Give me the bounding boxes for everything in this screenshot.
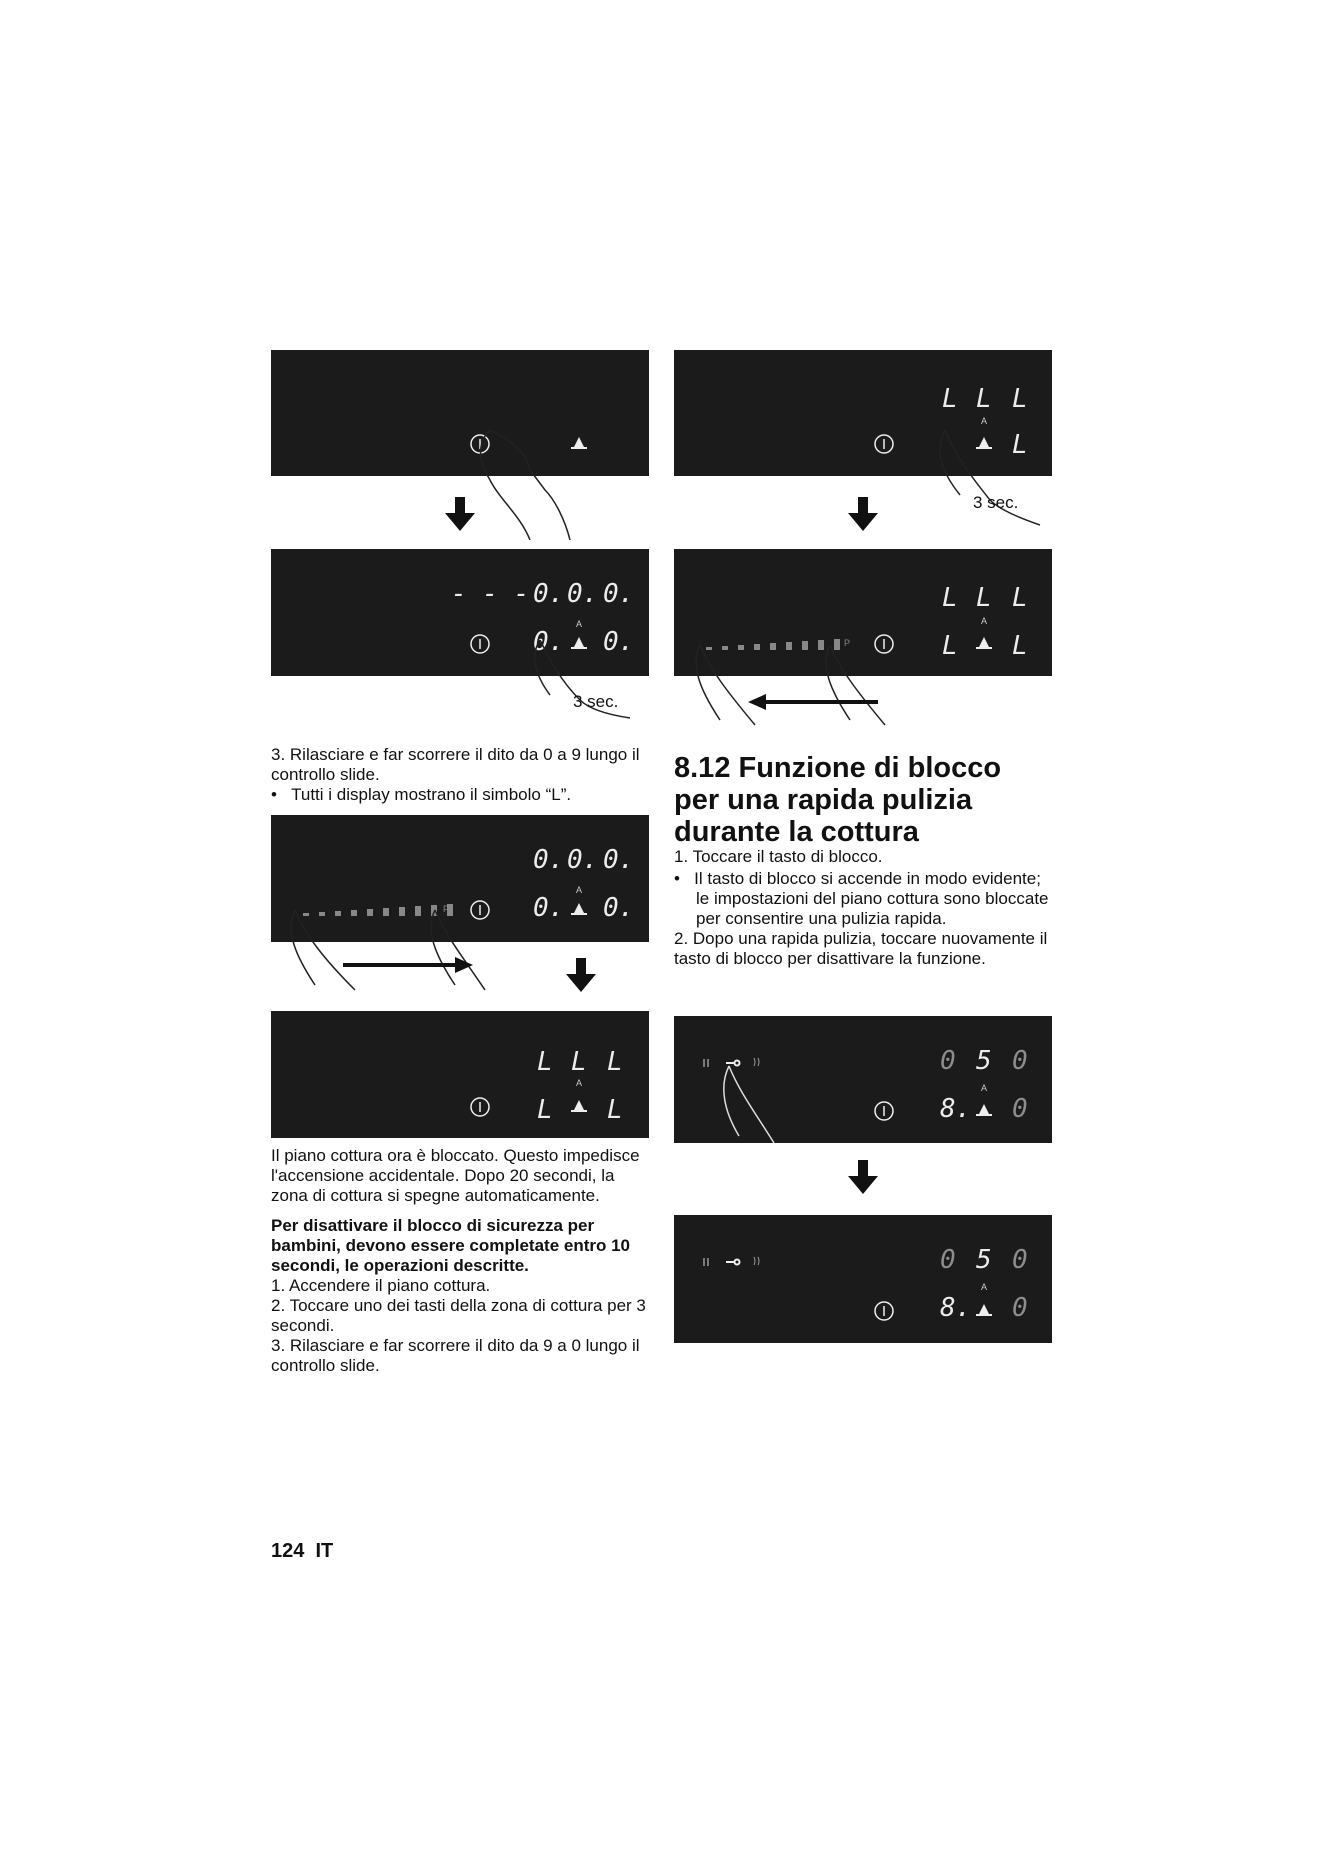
svg-text:A: A (575, 1078, 583, 1088)
display-L: L (537, 1047, 553, 1077)
deactivate-bold: Per disattivare il blocco di sicurezza per bambini, devono essere completate entro 10 secondi, le operazioni descritte. (271, 1216, 631, 1275)
display-L: L (942, 384, 958, 414)
display-dashes: - - - (451, 579, 530, 609)
display-L: L (976, 583, 992, 613)
bullet-display-text: Tutti i display mostrano il simbolo “L”. (291, 785, 572, 804)
page-number: 124 (271, 1540, 305, 1562)
three-sec-label: 3 sec. (573, 692, 619, 711)
display-digit: 0 (1012, 1094, 1028, 1124)
display-L: L (607, 1095, 623, 1125)
svg-text:A: A (980, 1083, 988, 1093)
display-L: L (1012, 384, 1028, 414)
display-L: L (942, 631, 958, 661)
display-L: L (1012, 631, 1028, 661)
arrow-down-icon (848, 1160, 878, 1194)
pause-icon (704, 1059, 708, 1067)
hood-icon (574, 1100, 584, 1110)
deactivate-step-1: 1. Accendere il piano cottura. (271, 1276, 491, 1295)
svg-text:A: A (575, 619, 583, 629)
display-digit: 0 (1012, 1046, 1028, 1076)
display-digit: 5 (976, 1245, 992, 1275)
display-digit: 0 (940, 1046, 956, 1076)
display-L: L (537, 1095, 553, 1125)
display-L: L (571, 1047, 587, 1077)
locked-paragraph: Il piano cottura ora è bloccato. Questo impedisce l'accensione accidentale. Dopo 20 secondi, la zona di cottura si spegne automaticamente. (271, 1146, 640, 1205)
display-digit: 0. (567, 579, 599, 609)
deactivate-step-3: 3. Rilasciare e far scorrere il dito da 9 a 0 lungo il controllo slide. (271, 1336, 640, 1375)
right-steps: 1. Toccare il tasto di blocco. • Il tasto di blocco si accende in modo evidente; le impostazioni del piano cottura sono bloccate per consentire una pulizia rapida. 2. Dopo una rapida pulizia, toccare nuovamente il tasto di blocco per disattivare la funzione. (674, 847, 1056, 969)
display-L: L (607, 1047, 623, 1077)
svg-text:A: A (980, 1282, 988, 1292)
bullet-lock-text: Il tasto di blocco si accende in modo evidente; le impostazioni del piano cottura sono bloccate per consentire una pulizia rapida. (694, 869, 1049, 928)
hand-slide-icon (690, 640, 930, 730)
display-digit: 0. (567, 845, 599, 875)
hob-panel-locked (271, 1011, 649, 1138)
steam-icon (754, 1058, 759, 1066)
left-locked-text (271, 1146, 653, 1376)
display-digit: 0. (603, 627, 635, 657)
panel-graphics (674, 1016, 1052, 1143)
lock-key-icon (726, 1260, 740, 1265)
hob-panel-cooking-locked (674, 1215, 1052, 1343)
hand-touch-icon (470, 430, 580, 540)
display-digit: 0 (940, 1245, 956, 1275)
lock-step-2: 2. Dopo una rapida pulizia, toccare nuovamente il tasto di blocco per disattivare la funzione. (674, 929, 1048, 968)
hood-icon (979, 1104, 989, 1114)
display-digit: 0 (1012, 1293, 1028, 1323)
arrow-down-icon (566, 958, 596, 992)
svg-text:P: P (443, 904, 450, 914)
section-heading: 8.12 Funzione di blocco per una rapida pulizia durante la cottura (674, 752, 1002, 848)
hand-hold-icon (935, 430, 1045, 530)
hood-icon (979, 637, 989, 647)
steam-icon (754, 1257, 759, 1265)
display-digit: 0. (603, 579, 635, 609)
page-lang: IT (315, 1540, 334, 1562)
hand-touch-icon (724, 1066, 774, 1143)
hob-panel-off (271, 350, 649, 476)
arrow-down-icon (848, 497, 878, 531)
display-digit: 0. (603, 893, 635, 923)
arrow-down-icon (445, 497, 475, 531)
svg-text:A: A (980, 616, 988, 626)
hob-panel-cooking (674, 1016, 1052, 1143)
display-digit: 0. (533, 845, 565, 875)
display-digit: 0. (603, 845, 635, 875)
svg-text:P: P (844, 638, 851, 648)
left-step3: 3. Rilasciare e far scorrere il dito da 0 a 9 lungo il controllo slide. • Tutti i display mostrano il simbolo “L”. (271, 745, 640, 804)
hood-icon (574, 903, 584, 913)
display-digit: 0. (533, 579, 565, 609)
display-digit: 8. (940, 1293, 972, 1323)
panel-graphics (271, 1011, 649, 1138)
three-sec-label: 3 sec. (973, 493, 1019, 512)
lock-key-icon (726, 1061, 740, 1066)
display-L: L (1012, 583, 1028, 613)
hand-slide-icon (285, 905, 535, 995)
display-digit: 0. (533, 893, 565, 923)
lock-step-1: 1. Toccare il tasto di blocco. (674, 847, 883, 866)
panel-graphics (271, 350, 649, 476)
display-L: L (976, 384, 992, 414)
display-digit: 5 (976, 1046, 992, 1076)
display-L: L (1012, 430, 1028, 460)
display-digit: 0. (533, 627, 565, 657)
page-footer (271, 1540, 333, 1563)
hood-icon (979, 1304, 989, 1314)
panel-graphics (674, 1215, 1052, 1343)
display-digit: 0 (1012, 1245, 1028, 1275)
svg-text:A: A (980, 416, 988, 426)
display-digit: 8. (940, 1094, 972, 1124)
display-L: L (942, 583, 958, 613)
pause-icon (704, 1258, 708, 1266)
deactivate-step-2: 2. Toccare uno dei tasti della zona di cottura per 3 secondi. (271, 1296, 646, 1335)
svg-text:A: A (575, 885, 583, 895)
